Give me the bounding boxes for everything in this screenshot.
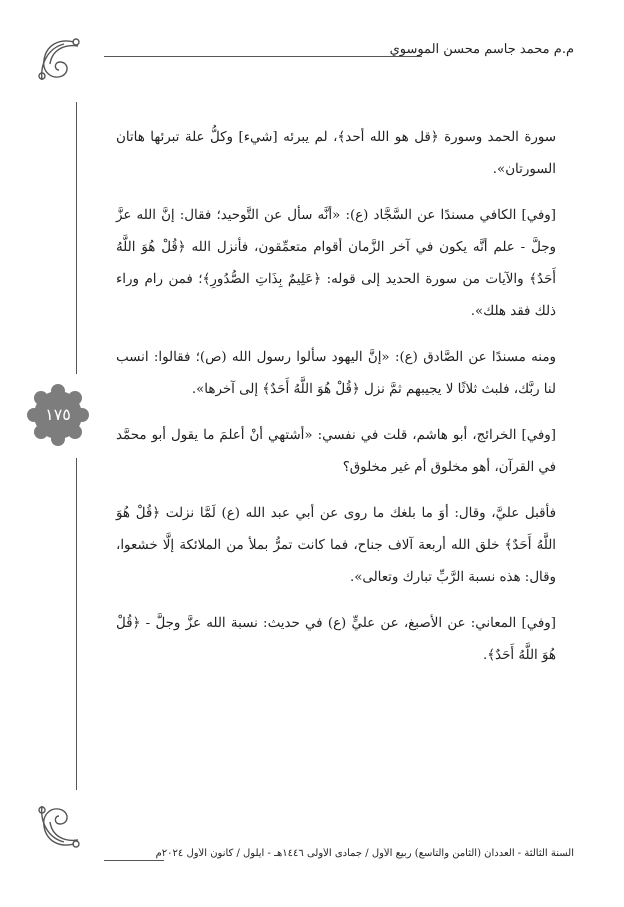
page-number: ١٧٥ [45,405,71,424]
header-rule [104,56,422,57]
header-author: م.م محمد جاسم محسن الموسوي [389,42,574,57]
paragraph: [وفي] المعاني: عن الأصبغ، عن عليٍّ (ع) في حديث: نسبة الله عزَّ وجلَّ - ﴿قُلْ هُوَ اللَّهُ أَحَدٌ﴾. [116,616,556,663]
paragraph: سورة الحمد وسورة ﴿قل هو الله أحد﴾، لم يبرئه [شيء] وكلُّ علة تبرئها هاتان السورتان». [116,130,556,177]
footer-rule [104,860,164,861]
paragraph: ومنه مسندًا عن الصَّادق (ع): «إنَّ اليهود سألوا رسول الله (ص)؛ فقالوا: انسب لنا ربَّك، فلبث ثلاثًا لا يجيبهم ثمَّ نزل ﴿قُلْ هُوَ اللَّهُ أَحَدٌ﴾ إلى آخرها». [116,350,556,397]
paragraph: [وفي] الكافي مسندًا عن السَّجَّاد (ع): «أنَّه سأل عن التَّوحيد؛ فقال: إنَّ الله عزَّ وجلَّ - علم أنَّه يكون في آخر الزَّمان أقوام متعمِّقون، فأنزل الله ﴿قُلْ هُوَ اللَّهُ أَحَدٌ﴾ والآيات من سورة الحديد إلى قوله: ﴿عَلِيمٌ بِذَاتِ الصُّدُورِ﴾؛ فمن رام وراء ذلك فقد هلك». [116,208,556,319]
corner-ornament-bottom-left-icon [34,800,86,852]
paragraph: [وفي] الخرائج، أبو هاشم، قلت في نفسي: «أشتهي أنْ أعلمَ ما يقول أبو محمَّد في القرآن، أهو مخلوق أم غير مخلوق؟ [116,428,556,475]
left-border-bottom [76,458,77,790]
footer-journal: السنة الثالثة - العددان (الثامن والتاسع) ربيع الأول / جمادى الأولى ١٤٤٦هـ - أيلول / كانون الأول ٢٠٢٤م [155,848,574,859]
paragraph: فأقبل عليَّ، وقال: أوَ ما بلغك ما روى عن أبي عبد الله (ع) لَمَّا نزلت ﴿قُلْ هُوَ اللَّهُ أَحَدٌ﴾ خلق الله أربعة آلاف جناح، فما كانت تمرُّ بملأ من الملائكة إلَّا خشعوا، وقال: هذه نسبة الرَّبِّ تبارك وتعالى». [116,506,556,585]
corner-ornament-top-left-icon [34,34,86,86]
left-border-top [76,102,77,374]
body-text [116,122,556,686]
